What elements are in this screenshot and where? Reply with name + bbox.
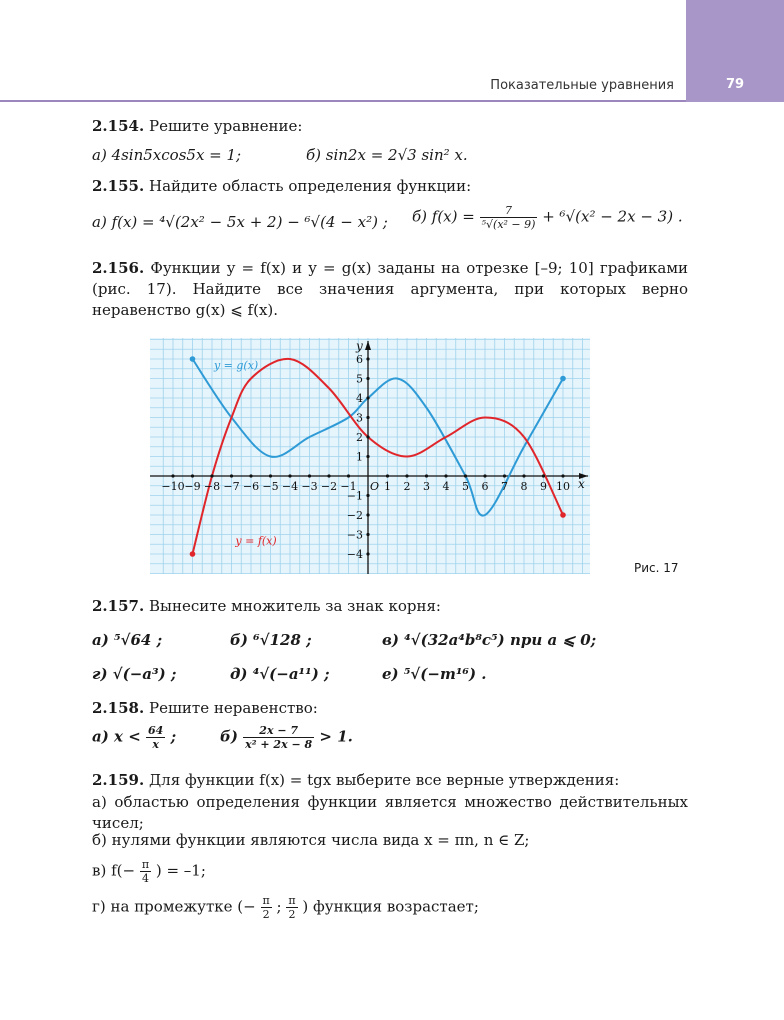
problem-text: Функции y = f(x) и y = g(x) заданы на отрезке [–9; 10] графиками (рис. 17). Найдите все значения аргумента, при которых верно неравенство g(x) ⩽ f(x). — [92, 259, 688, 319]
item-d-separator: ; — [276, 897, 282, 916]
item-f: е) ⁵√(−m¹⁶) . — [382, 665, 487, 683]
fraction-numerator: 2x − 7 — [243, 724, 314, 738]
item-a — [92, 724, 176, 751]
item-b — [220, 724, 353, 751]
y-tick-label: −1 — [346, 489, 363, 503]
x-tick-label: 1 — [384, 480, 391, 493]
series-endpoint — [560, 376, 566, 382]
figure-caption: Рис. 17 — [634, 561, 679, 575]
fraction — [146, 724, 165, 751]
x-tick-label: −7 — [223, 480, 240, 493]
x-tick-label: −1 — [340, 480, 357, 493]
fraction-denominator: x — [152, 738, 159, 751]
y-tick-dot — [366, 533, 369, 536]
problem-2-157-row1 — [92, 630, 688, 652]
y-tick-dot — [366, 396, 369, 399]
fraction-denominator: 4 — [141, 872, 149, 885]
y-tick-dot — [366, 494, 369, 497]
fraction — [261, 894, 272, 921]
series-endpoint — [560, 512, 566, 518]
problem-2-154 — [92, 116, 688, 137]
y-tick-label: 4 — [356, 392, 363, 405]
item-c-suffix: ) = –1; — [155, 861, 206, 880]
fraction-numerator: π — [288, 894, 296, 907]
problem-2-157 — [92, 596, 688, 617]
x-tick-dot — [249, 474, 252, 477]
item-a: а) 4sin5xcos5x = 1; — [92, 146, 242, 164]
fraction — [243, 724, 314, 751]
x-tick-label: 7 — [501, 480, 508, 493]
x-tick-dot — [386, 474, 389, 477]
item-d: г) √(−a³) ; — [92, 665, 177, 683]
item-a: а) f(x) = ⁴√(2x² − 5x + 2) − ⁶√(4 − x²) ; — [92, 213, 388, 231]
x-tick-dot — [327, 474, 330, 477]
fraction-denominator: ⁵√(x² − 9) — [481, 218, 536, 231]
problem-number: 2.154. — [92, 117, 145, 135]
x-tick-label: 2 — [403, 480, 411, 493]
fraction — [140, 858, 151, 885]
x-tick-label: 5 — [462, 480, 469, 493]
problem-number: 2.156. — [92, 259, 145, 277]
y-tick-dot — [366, 357, 369, 360]
item-a: а) ⁵√64 ; — [92, 631, 163, 649]
graph-chart — [150, 338, 590, 574]
y-tick-label: 1 — [356, 450, 363, 464]
x-tick-label: −9 — [184, 480, 201, 493]
item-a-prefix: а) x < — [92, 727, 141, 746]
page-number: 79 — [725, 77, 745, 92]
y-tick-label: 5 — [356, 372, 363, 386]
problem-2-158-items — [92, 724, 688, 758]
problem-number: 2.157. — [92, 597, 145, 615]
item-b-suffix: > 1. — [319, 727, 353, 746]
x-tick-label: 10 — [556, 480, 570, 493]
y-tick-label: −4 — [346, 548, 363, 561]
series-label: y = g(x) — [213, 358, 259, 372]
x-tick-dot — [171, 474, 174, 477]
problem-2-158 — [92, 698, 688, 719]
item-c: в) ⁴√(32a⁴b⁸c⁵) при a ⩽ 0; — [382, 631, 597, 649]
running-title: Показательные уравнения — [490, 78, 674, 93]
page-header — [0, 0, 784, 104]
fraction-denominator: 2 — [288, 908, 296, 921]
fraction-numerator: π — [141, 858, 150, 871]
x-tick-dot — [210, 474, 213, 477]
x-tick-dot — [230, 474, 233, 477]
y-tick-dot — [366, 377, 369, 380]
x-tick-dot — [308, 474, 311, 477]
problem-number: 2.155. — [92, 177, 145, 195]
item-b: б) ⁶√128 ; — [230, 631, 312, 649]
item-a-suffix: ; — [170, 727, 177, 746]
problem-2-159 — [92, 770, 688, 791]
item-b-prefix: б) — [220, 727, 238, 746]
problem-2-159-item-b: б) нулями функции являются числа вида x = πn, n ∈ Z; — [92, 831, 530, 849]
header-rule — [0, 100, 686, 102]
problem-text: Для функции f(x) = tgx выберите все верные утверждения: — [148, 771, 620, 789]
item-d-suffix: ) функция возрастает; — [302, 897, 479, 916]
problem-2-155 — [92, 176, 688, 197]
problem-2-155-items — [92, 204, 688, 244]
series-endpoint — [190, 356, 196, 362]
y-tick-dot — [366, 552, 369, 555]
x-tick-dot — [191, 474, 194, 477]
fraction — [286, 894, 297, 921]
y-tick-dot — [366, 416, 369, 419]
item-d-prefix: г) на промежутке (− — [92, 897, 256, 916]
y-tick-label: 3 — [356, 411, 363, 425]
x-tick-dot — [347, 474, 350, 477]
fraction-denominator: 2 — [262, 908, 270, 921]
fraction-denominator: x² + 2x − 8 — [245, 738, 313, 751]
x-tick-label: −8 — [203, 480, 221, 493]
x-tick-dot — [405, 474, 408, 477]
y-tick-dot — [366, 455, 369, 458]
item-b-prefix: б) f(x) = — [412, 207, 475, 226]
problem-text: Решите неравенство: — [148, 699, 318, 717]
item-c-prefix: в) f(− — [92, 861, 136, 880]
fraction — [480, 204, 538, 231]
fraction-numerator: 7 — [480, 204, 538, 218]
y-tick-label: 6 — [356, 353, 363, 366]
problem-text: Решите уравнение: — [148, 117, 303, 135]
fraction-numerator: 64 — [148, 724, 164, 737]
page-tab — [686, 0, 784, 102]
x-tick-label: −5 — [262, 480, 279, 493]
x-tick-dot — [444, 474, 447, 477]
fraction-numerator: π — [262, 894, 270, 907]
x-tick-label: −4 — [281, 480, 299, 493]
x-tick-dot — [425, 474, 428, 477]
y-tick-dot — [366, 513, 369, 516]
x-tick-dot — [288, 474, 291, 477]
x-tick-label: 6 — [481, 480, 489, 493]
x-tick-label: 4 — [442, 480, 450, 493]
problem-2-159-item-a: а) областью определения функции является множество действительных чисел; — [92, 793, 688, 832]
y-axis-label: y — [356, 339, 363, 353]
x-tick-dot — [542, 474, 545, 477]
figure-17 — [150, 338, 590, 578]
x-tick-label: −2 — [320, 480, 338, 493]
x-tick-label: −3 — [301, 480, 318, 493]
problem-2-156 — [92, 258, 688, 321]
problem-number: 2.158. — [92, 699, 145, 717]
x-tick-dot — [464, 474, 467, 477]
x-tick-label: −10 — [161, 480, 185, 493]
item-b-suffix: + ⁶√(x² − 2x − 3) . — [542, 207, 683, 226]
problem-number: 2.159. — [92, 771, 145, 789]
y-tick-label: −3 — [346, 528, 363, 542]
y-tick-label: 2 — [356, 431, 363, 444]
y-tick-label: −2 — [346, 509, 363, 522]
x-tick-dot — [269, 474, 272, 477]
problem-text: Вынесите множитель за знак корня: — [148, 597, 441, 615]
x-tick-label: 3 — [423, 480, 430, 493]
x-tick-dot — [522, 474, 525, 477]
x-tick-dot — [561, 474, 564, 477]
series-endpoint — [190, 551, 196, 557]
x-tick-label: 8 — [520, 480, 528, 493]
x-tick-dot — [503, 474, 506, 477]
problem-2-157-row2 — [92, 664, 688, 686]
problem-2-159-item-c — [92, 858, 688, 892]
item-b: б) sin2x = 2√3 sin² x. — [306, 146, 468, 164]
problem-text: Найдите область определения функции: — [148, 177, 472, 195]
x-axis-label: x — [578, 477, 585, 491]
x-tick-label: −6 — [242, 480, 260, 493]
item-e: д) ⁴√(−a¹¹) ; — [230, 665, 330, 683]
x-tick-label: 9 — [540, 480, 547, 493]
problem-2-154-items — [92, 145, 688, 167]
x-tick-dot — [483, 474, 486, 477]
problem-2-159-item-d — [92, 894, 688, 928]
series-label: y = f(x) — [235, 534, 277, 548]
y-tick-dot — [366, 435, 369, 438]
item-b — [412, 204, 683, 231]
origin-label: O — [370, 480, 380, 493]
